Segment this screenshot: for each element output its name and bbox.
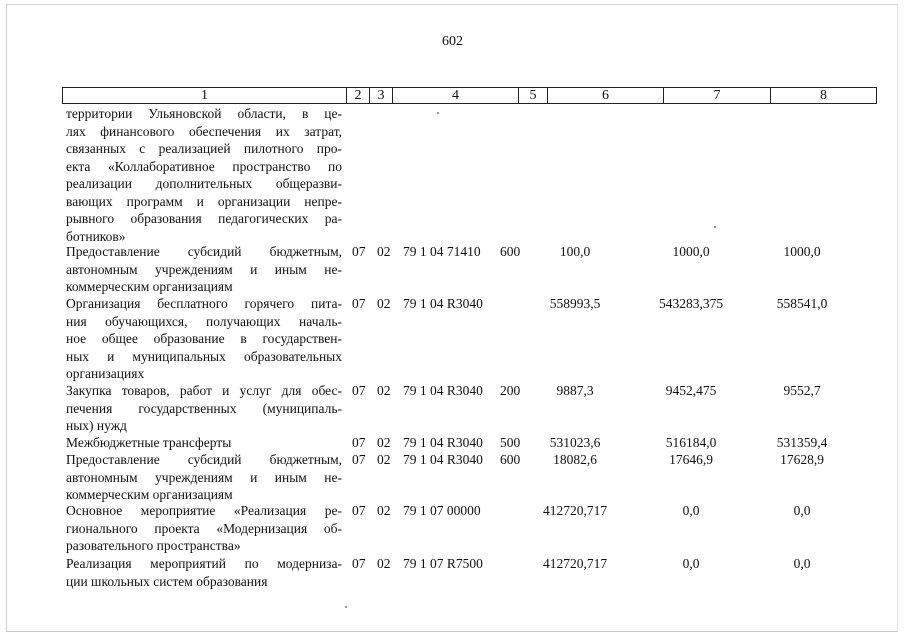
target-article-code: 79 1 07 00000 [403, 503, 481, 518]
subsection-code: 02 [377, 556, 391, 571]
row-name [66, 243, 342, 296]
amount-col6: 9887,3 [556, 383, 594, 398]
expense-type-code: 200 [500, 383, 521, 398]
column-header: 7 [664, 88, 771, 104]
column-header: 8 [771, 88, 877, 104]
subsection-code: 02 [377, 244, 391, 259]
expense-type-code: 600 [500, 244, 521, 259]
column-header-row [63, 88, 877, 104]
row-name [66, 295, 342, 383]
row-name-line: связанных с реализацией пилотного про- [66, 141, 342, 156]
subsection-code: 02 [377, 383, 391, 398]
amount-col6: 412720,717 [542, 503, 608, 518]
row-name-line: ных и муниципальных образовательных [66, 348, 342, 364]
page-number: 602 [442, 34, 463, 49]
amount-col6: 412720,717 [542, 556, 608, 571]
amount-col7: 9452,475 [665, 383, 717, 398]
section-code: 07 [352, 296, 366, 311]
subsection-code: 02 [377, 452, 391, 467]
subsection-code: 02 [377, 503, 391, 518]
column-header: 1 [63, 88, 347, 104]
row-name-line: Реализация мероприятий по модерниза- [66, 556, 342, 571]
row-name-line: гионального проекта «Модернизация об- [66, 520, 342, 536]
target-article-code: 79 1 04 R3040 [403, 435, 483, 450]
row-name [66, 105, 342, 245]
section-code: 07 [352, 556, 366, 571]
scan-speck [345, 606, 347, 608]
column-header: 5 [519, 88, 548, 104]
row-name-line: печения государственных (муниципаль- [66, 400, 342, 416]
column-header: 4 [393, 88, 519, 104]
section-code: 07 [352, 452, 366, 467]
subsection-code: 02 [377, 296, 391, 311]
row-name-line: екта «Коллаборативное пространство по [66, 158, 342, 174]
row-name [66, 451, 342, 504]
amount-col8: 0,0 [793, 556, 811, 571]
section-code: 07 [352, 383, 366, 398]
amount-col7: 516184,0 [665, 435, 717, 450]
row-name-line: ных) нужд [66, 418, 127, 433]
row-name [66, 502, 342, 555]
column-header: 3 [370, 88, 393, 104]
amount-col8: 558541,0 [776, 296, 828, 311]
row-name-line: Основное мероприятие «Реализация ре- [66, 503, 342, 518]
target-article-code: 79 1 04 R3040 [403, 296, 483, 311]
column-header-table [62, 87, 877, 104]
amount-col8: 9552,7 [783, 383, 821, 398]
row-name-line: реализации дополнительных общеразви- [66, 176, 342, 191]
row-name-line: территории Ульяновской области, в це- [66, 106, 342, 121]
row-name [66, 382, 342, 435]
section-code: 07 [352, 435, 366, 450]
amount-col6: 100,0 [559, 244, 591, 259]
amount-col7: 0,0 [682, 556, 700, 571]
amount-col8: 531359,4 [776, 435, 828, 450]
row-name-line: рывного образования педагогических ра- [66, 211, 342, 226]
amount-col6: 558993,5 [549, 296, 601, 311]
amount-col6: 531023,6 [549, 435, 601, 450]
target-article-code: 79 1 04 R3040 [403, 383, 483, 398]
column-header: 6 [548, 88, 664, 104]
amount-col7: 543283,375 [658, 296, 724, 311]
scan-speck [437, 112, 439, 114]
target-article-code: 79 1 04 R3040 [403, 452, 483, 467]
row-name-line: Межбюджетные трансферты [66, 435, 232, 450]
row-name-line: коммерческим организациям [66, 279, 233, 294]
amount-col8: 17628,9 [780, 452, 824, 467]
column-header: 2 [347, 88, 370, 104]
row-name-line: ботников» [66, 228, 126, 244]
row-name-line: разовательного пространства» [66, 538, 241, 553]
row-name [66, 555, 342, 590]
amount-col7: 1000,0 [672, 244, 710, 259]
target-article-code: 79 1 07 R7500 [403, 556, 483, 571]
row-name-line: организациях [66, 366, 145, 381]
row-name [66, 434, 342, 452]
row-name-line: Предоставление субсидий бюджетным, [66, 452, 342, 467]
amount-col8: 1000,0 [783, 244, 821, 259]
amount-col7: 0,0 [682, 503, 700, 518]
row-name-line: лях финансового обеспечения их затрат, [66, 123, 342, 139]
target-article-code: 79 1 04 71410 [403, 244, 481, 259]
row-name-line: Предоставление субсидий бюджетным, [66, 244, 342, 259]
row-name-line: вающих программ и организации непре- [66, 193, 342, 209]
expense-type-code: 600 [500, 452, 521, 467]
row-name-line: Организация бесплатного горячего пита- [66, 296, 342, 311]
expense-type-code: 500 [500, 435, 521, 450]
row-name-line: автономным учреждениям и иным не- [66, 469, 342, 485]
row-name-line: автономным учреждениям и иным не- [66, 261, 342, 277]
row-name-line: ния обучающихся, получающих началь- [66, 313, 342, 329]
row-name-line: коммерческим организациям [66, 487, 233, 502]
section-code: 07 [352, 244, 366, 259]
row-name-line: ное общее образование в государствен- [66, 331, 342, 346]
section-code: 07 [352, 503, 366, 518]
amount-col7: 17646,9 [669, 452, 713, 467]
row-name-line: ции школьных систем образования [66, 573, 268, 589]
scan-speck [714, 226, 716, 228]
amount-col6: 18082,6 [553, 452, 597, 467]
amount-col8: 0,0 [793, 503, 811, 518]
subsection-code: 02 [377, 435, 391, 450]
row-name-line: Закупка товаров, работ и услуг для обес- [66, 383, 342, 398]
